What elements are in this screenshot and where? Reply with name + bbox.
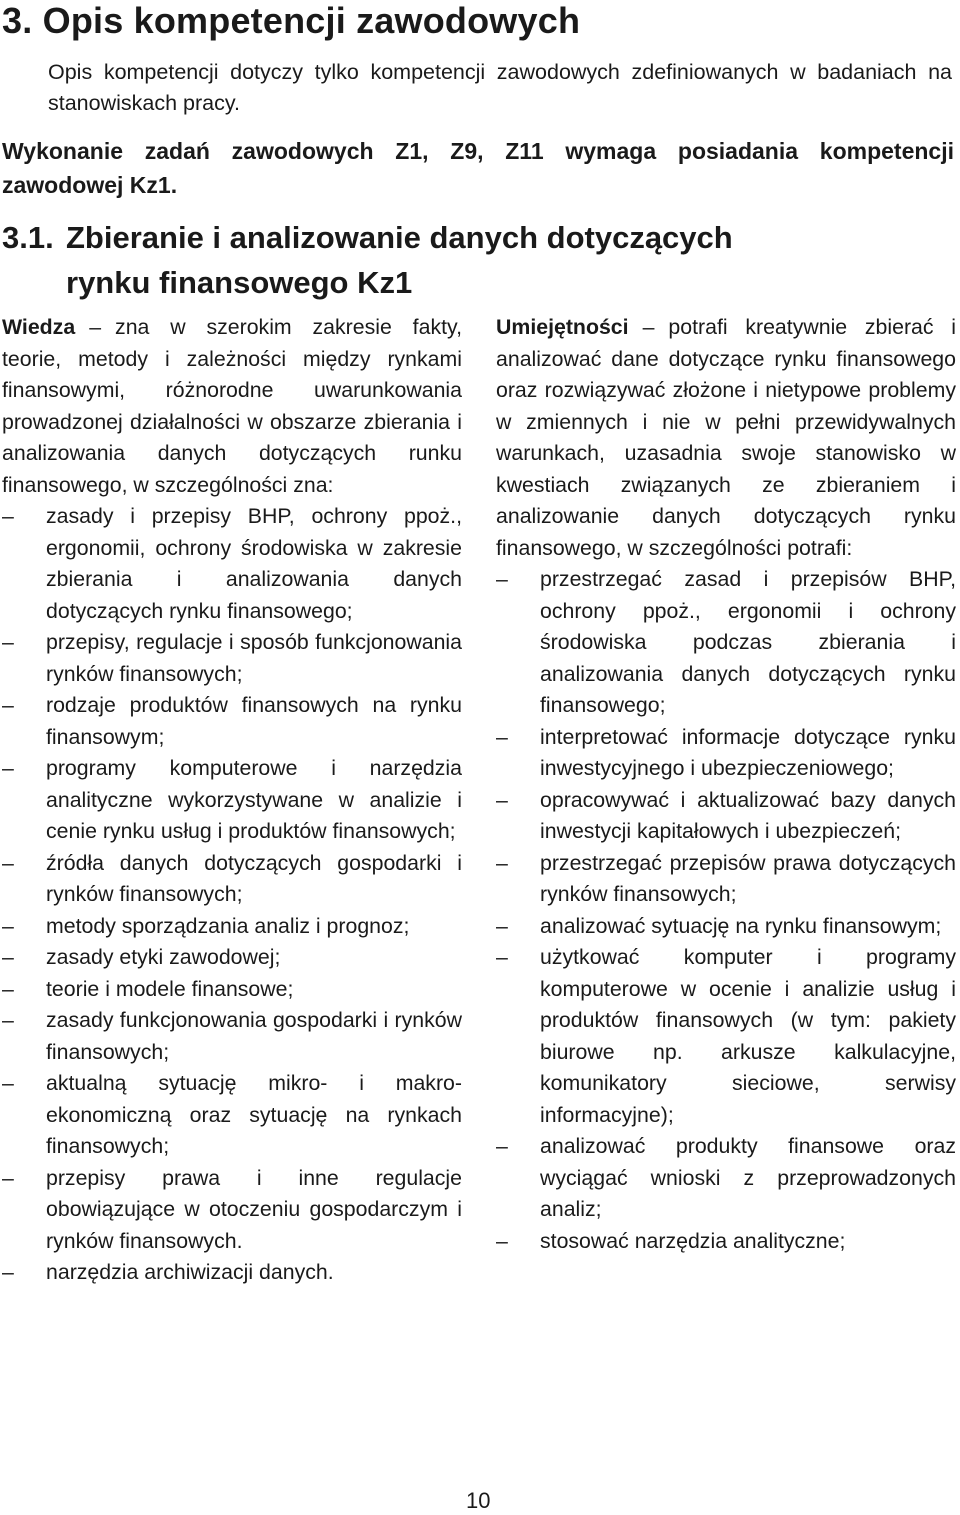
list-dash-bullet: –: [496, 787, 508, 812]
skills-list-item: [496, 785, 956, 848]
knowledge-list: [2, 501, 462, 1289]
list-dash-bullet: –: [2, 913, 14, 938]
section-title-line-1: Zbieranie i analizowanie danych dotyczących: [66, 220, 733, 255]
skills-intro: [496, 312, 956, 564]
page-title: 3. Opis kompetencji zawodowych: [2, 0, 581, 41]
skills-list-item: [496, 1226, 956, 1258]
knowledge-list-item-text: zasady i przepisy BHP, ochrony ppoż., ergonomii, ochrony środowiska w zakresie zbierania i analizowania danych dotyczących rynku finansowego;: [46, 504, 462, 623]
list-dash-bullet: –: [2, 1260, 14, 1284]
knowledge-list-item-text: rodzaje produktów finansowych na rynku finansowym;: [46, 693, 462, 749]
list-dash-bullet: –: [496, 724, 508, 749]
knowledge-list-item: [2, 627, 462, 690]
knowledge-list-item: [2, 753, 462, 848]
list-dash-bullet: –: [2, 1071, 14, 1095]
skills-list-item: [496, 848, 956, 911]
knowledge-list-item: [2, 690, 462, 753]
list-dash-bullet: –: [2, 1165, 14, 1190]
list-dash-bullet: –: [2, 693, 14, 717]
knowledge-list-item: [2, 1005, 462, 1068]
list-dash-bullet: –: [2, 630, 14, 654]
knowledge-list-item-text: aktualną sytuację mikro- i makro-ekonomiczną oraz sytuację na rynkach finansowych;: [46, 1071, 462, 1158]
skills-intro-text: potrafi kreatywnie zbierać i analizować dane dotyczące rynku finansowego oraz rozwiązywać złożone i nietypowe problemy w zmiennych i nie w pełni przewidywalnych warunkach, uzasadnia swoje stanowisko w kwestiach związanych ze zbieraniem i analizowanie danych dotyczących rynku finansowego, w szczególności potrafi:: [496, 315, 956, 560]
skills-list-item: [496, 942, 956, 1131]
knowledge-intro: [2, 312, 462, 501]
skills-list-item-text: użytkować komputer i programy komputerowe w ocenie i analizie usług i produktów finansowych (w tym: pakiety biurowe np. arkusze kalkulacyjne, komunikatory sieciowe, serwisy informacyjne);: [540, 945, 956, 1127]
list-dash-bullet: –: [2, 976, 14, 1001]
requirement-paragraph: Wykonanie zadań zawodowych Z1, Z9, Z11 wymaga posiadania kompetencji zawodowej Kz1.: [2, 138, 954, 198]
list-dash-bullet: –: [496, 567, 508, 591]
knowledge-list-item: [2, 911, 462, 943]
knowledge-intro-text: zna w szerokim zakresie fakty, teorie, metody i zależności między rynkami finansowymi, różnorodne uwarunkowania prowadzonej działalności w obszarze zbierania i analizowania danych dotyczących runku finansowego, w szczególności zna:: [2, 315, 462, 497]
list-dash-bullet: –: [2, 504, 14, 528]
section-title-line-2: rynku finansowego Kz1: [66, 265, 413, 300]
section-heading: [2, 215, 954, 305]
skills-list-item: [496, 564, 956, 722]
skills-list-item-text: opracowywać i aktualizować bazy danych inwestycji kapitałowych i ubezpieczeń;: [540, 787, 956, 843]
list-dash-bullet: –: [496, 1134, 508, 1158]
knowledge-list-item-text: przepisy prawa i inne regulacje obowiązujące w otoczeniu gospodarczym i rynków finansowych.: [46, 1165, 462, 1253]
list-dash-bullet: –: [496, 945, 508, 969]
section-number: 3.1.: [2, 220, 54, 255]
skills-list-item-text: interpretować informacje dotyczące rynku inwestycyjnego i ubezpieczeniowego;: [540, 724, 956, 780]
knowledge-label: Wiedza: [2, 315, 76, 339]
list-dash-bullet: –: [496, 913, 508, 938]
skills-list: [496, 564, 956, 1257]
list-dash-bullet: –: [2, 1008, 14, 1032]
intro-paragraph: Opis kompetencji dotyczy tylko kompetencji zawodowych zdefiniowanych w badaniach na stanowiskach pracy.: [48, 60, 952, 115]
skills-list-item: [496, 911, 956, 943]
knowledge-list-item: [2, 1068, 462, 1163]
page-number: 10: [466, 1488, 491, 1513]
skills-list-item-text: przestrzegać przepisów prawa dotyczących rynków finansowych;: [540, 850, 956, 906]
skills-list-item: [496, 1131, 956, 1226]
skills-dash: –: [642, 315, 655, 339]
skills-column: [496, 312, 956, 1257]
knowledge-column: [2, 312, 462, 1289]
skills-label: Umiejętności: [496, 315, 629, 339]
knowledge-list-item-text: zasady funkcjonowania gospodarki i rynków finansowych;: [46, 1008, 462, 1064]
knowledge-list-item: [2, 848, 462, 911]
knowledge-list-item: [2, 974, 462, 1006]
skills-list-item-text: analizować sytuację na rynku finansowym;: [540, 913, 942, 938]
skills-list-item-text: przestrzegać zasad i przepisów BHP, ochrony ppoż., ergonomii i ochrony środowiska podczas zbierania i analizowania danych dotyczących rynku finansowego;: [540, 567, 956, 717]
list-dash-bullet: –: [496, 1228, 508, 1253]
skills-list-item-text: stosować narzędzia analityczne;: [540, 1228, 846, 1253]
knowledge-list-item-text: metody sporządzania analiz i prognoz;: [46, 913, 410, 938]
knowledge-list-item: [2, 501, 462, 627]
knowledge-list-item: [2, 1163, 462, 1258]
knowledge-list-item-text: narzędzia archiwizacji danych.: [46, 1260, 334, 1284]
knowledge-list-item-text: programy komputerowe i narzędzia analityczne wykorzystywane w analizie i cenie rynku usług i produktów finansowych;: [46, 756, 462, 843]
knowledge-list-item: [2, 1257, 462, 1289]
skills-list-item-text: analizować produkty finansowe oraz wyciągać wnioski z przeprowadzonych analiz;: [540, 1134, 956, 1221]
list-dash-bullet: –: [2, 850, 14, 875]
knowledge-dash: –: [89, 315, 102, 339]
skills-list-item: [496, 722, 956, 785]
list-dash-bullet: –: [496, 850, 508, 875]
list-dash-bullet: –: [2, 945, 14, 969]
knowledge-list-item-text: zasady etyki zawodowej;: [46, 945, 281, 969]
knowledge-list-item-text: teorie i modele finansowe;: [46, 976, 294, 1001]
knowledge-list-item-text: przepisy, regulacje i sposób funkcjonowania rynków finansowych;: [46, 630, 462, 686]
knowledge-list-item-text: źródła danych dotyczących gospodarki i rynków finansowych;: [46, 850, 462, 906]
knowledge-list-item: [2, 942, 462, 974]
list-dash-bullet: –: [2, 756, 14, 780]
